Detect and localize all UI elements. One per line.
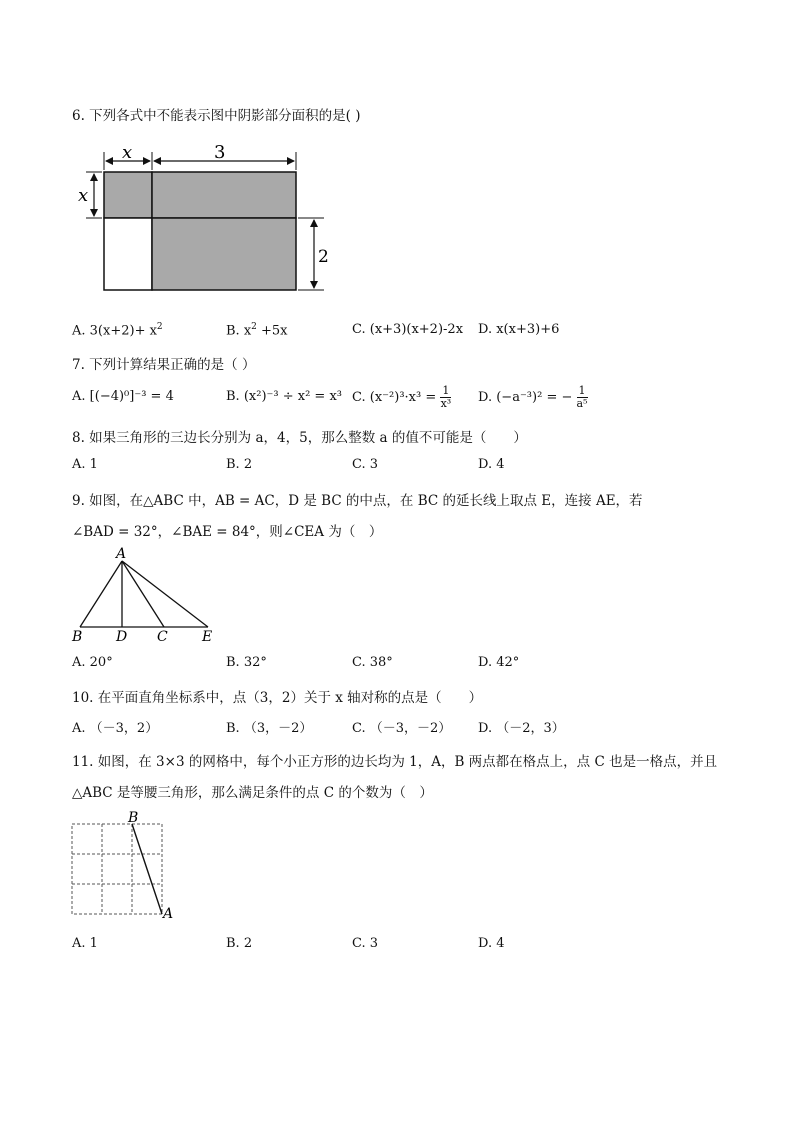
- q7-option-c: C. (x⁻²)³·x³ = $\frac{1}{\text{x³}}$: [352, 384, 452, 410]
- q9-stem-line1: 9. 如图，在△ABC 中，AB = AC，D 是 BC 的中点，在 BC 的延长线上取点 E，连接 AE，若: [72, 493, 643, 509]
- q9-segment-ab: [80, 561, 122, 627]
- q9-stem-line2: ∠BAD = 32°，∠BAE = 84°，则∠CEA 为（ ）: [72, 524, 383, 540]
- q6-label-top-x: x: [122, 142, 133, 163]
- q7-option-a: A. [(−4)⁰]⁻³ = 4: [72, 389, 174, 404]
- q7-option-c-fraction: $\frac{1}{\text{x³}}$: [440, 384, 452, 410]
- q8-stem: 8. 如果三角形的三边长分别为 a，4，5，那么整数 a 的值不可能是（ ）: [72, 430, 527, 446]
- q11-option-d: D. 4: [478, 936, 505, 951]
- q9-figure: [72, 545, 222, 645]
- q7-stem: 7. 下列计算结果正确的是（ ）: [72, 357, 256, 373]
- q6-option-a: A. $3(x+2)+ x^2$: [72, 322, 163, 339]
- q7-option-b: B. (x²)⁻³ ÷ x² = x³: [226, 389, 342, 404]
- q6-option-b: B. $x^2 +5x$: [226, 322, 288, 339]
- q6-option-c: C. (x+3)(x+2)-2x: [352, 322, 464, 337]
- q8-option-c: C. 3: [352, 457, 379, 472]
- q6-options: [72, 322, 732, 342]
- q6-shade-top-left: [104, 172, 152, 218]
- q9-option-c: C. 38°: [352, 655, 393, 670]
- q6-white-bottom-left: [104, 218, 152, 290]
- q11-options: [72, 936, 732, 956]
- q6-option-d: D. x(x+3)+6: [478, 322, 560, 337]
- q9-segment-ac: [122, 561, 164, 627]
- q6-label-top-3: 3: [214, 142, 226, 163]
- q7-option-d: D. (−a⁻³)² = − $\frac{1}{\text{a⁵}}$: [478, 384, 588, 410]
- q11-stem-line1: 11. 如图，在 3×3 的网格中，每个小正方形的边长均为 1，A，B 两点都在格点上，点 C 也是一格点，并且: [72, 754, 718, 770]
- q10-option-d: D. （－2，3）: [478, 721, 565, 736]
- q10-options: [72, 717, 732, 737]
- q11-figure: [72, 810, 192, 925]
- q10-stem: 10. 在平面直角坐标系中，点（3，2）关于 x 轴对称的点是（ ）: [72, 690, 483, 706]
- q11-grid: [72, 824, 162, 914]
- q9-label-b: B: [72, 629, 83, 645]
- q6-stem: 6. 下列各式中不能表示图中阴影部分面积的是( ): [72, 108, 361, 124]
- q8-option-a: A. 1: [72, 457, 98, 472]
- q10-option-b: B. （3，－2）: [226, 721, 313, 736]
- q11-option-a: A. 1: [72, 936, 98, 951]
- q9-segment-ae: [122, 561, 208, 627]
- q11-label-a: A: [163, 906, 174, 922]
- q7-option-d-fraction: $\frac{1}{\text{a⁵}}$: [576, 384, 588, 410]
- q10-option-a: A. （－3，2）: [72, 721, 159, 736]
- q9-label-d: D: [116, 629, 128, 645]
- q11-label-b: B: [128, 810, 139, 826]
- q11-stem-line2: △ABC 是等腰三角形，那么满足条件的点 C 的个数为（ ）: [72, 785, 433, 801]
- q8-option-b: B. 2: [226, 457, 253, 472]
- q8-option-d: D. 4: [478, 457, 505, 472]
- q6-label-left-x: x: [78, 185, 89, 206]
- q11-option-b: B. 2: [226, 936, 253, 951]
- q9-label-c: C: [157, 629, 168, 645]
- q9-option-a: A. 20°: [72, 655, 113, 670]
- q11-segment-ab: [132, 824, 162, 914]
- q9-option-b: B. 32°: [226, 655, 267, 670]
- q10-option-c: C. （－3，－2）: [352, 721, 452, 736]
- q6-figure: [72, 140, 342, 300]
- q9-label-a: A: [116, 546, 127, 562]
- q9-options: [72, 655, 732, 675]
- q11-option-c: C. 3: [352, 936, 379, 951]
- q9-label-e: E: [202, 629, 213, 645]
- q6-shade-top-right: [152, 172, 296, 218]
- q9-option-d: D. 42°: [478, 655, 520, 670]
- q7-options: [72, 385, 732, 415]
- q6-shade-bottom-right: [152, 218, 296, 290]
- q8-options: [72, 457, 732, 477]
- q6-label-right-2: 2: [318, 247, 329, 267]
